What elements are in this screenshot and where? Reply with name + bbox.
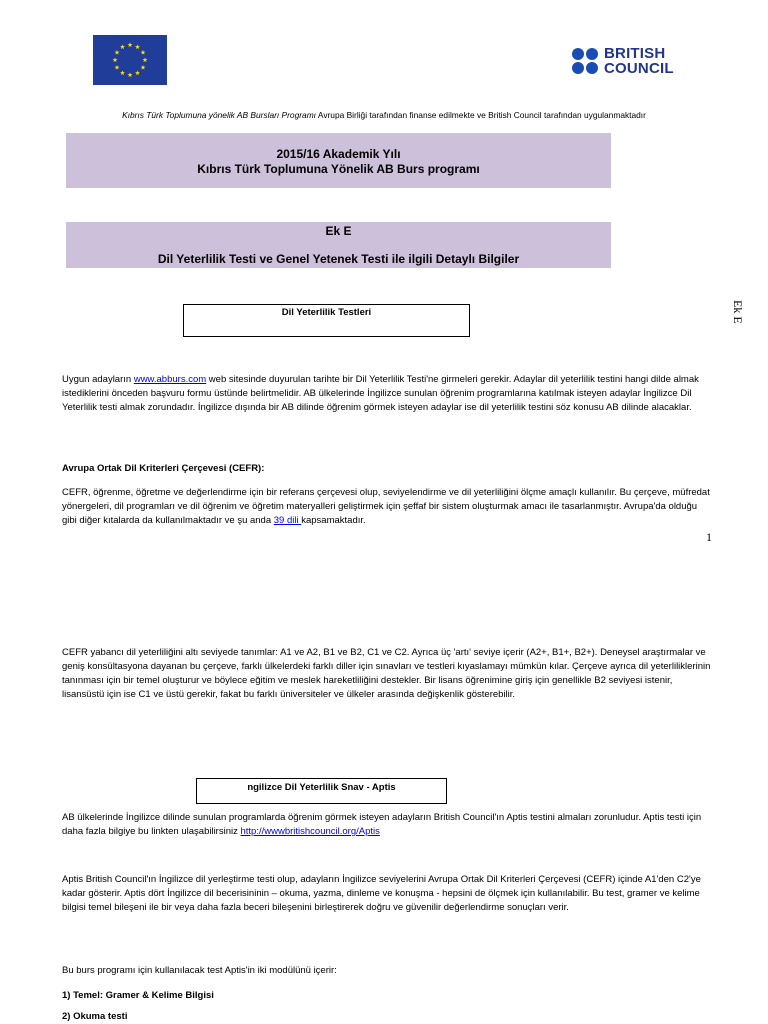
eu-flag-logo xyxy=(93,35,167,85)
eu-flag-icon xyxy=(93,35,167,85)
annex-title: Dil Yeterlilik Testi ve Genel Yetenek Testi ile ilgili Detaylı Bilgiler xyxy=(157,252,520,266)
annex-label: Ek E xyxy=(325,224,352,238)
academic-year-title: 2015/16 Akademik Yılı xyxy=(276,147,401,161)
cefr-paragraph xyxy=(62,486,712,528)
aptis-description-paragraph: Aptis British Council'ın İngilizce dil yerleştirme testi olup, adayların İngilizce seviyelerini Avrupa Ortak Dil Kriterleri Çerçevesi (CEFR) içinde A1'den C2'ye kadar gösterir. Aptis dört İngilizce dil becerisininin – okuma, yazma, dinleme ve konuşma - hepsini de ölçmek için kullanılabilir. Bu test, gramer ve kelime bilgisi temel bileşeni ile bir veya daha fazla beceri bileşenini birleştirerek doğru ve güvenilir değerlendirme sonuçları verir. xyxy=(62,874,701,913)
aptis-link[interactable]: http://wwwbritishcouncil.org/Aptis xyxy=(240,826,380,837)
module-2: 2) Okuma testi xyxy=(62,1011,128,1022)
side-annex-label: Ek E xyxy=(731,300,745,324)
aptis-heading: ngilizce Dil Yeterlilik Snav - Aptis xyxy=(247,782,396,793)
british-council-dots-icon xyxy=(572,48,600,76)
module-1: 1) Temel: Gramer & Kelime Bilgisi xyxy=(62,990,214,1001)
programme-title: Kıbrıs Türk Toplumuna Yönelik AB Burs programı xyxy=(197,162,480,176)
aptis-box xyxy=(196,778,447,804)
cefr-text-end: kapsamaktadır. xyxy=(301,515,366,526)
intro-text-start: Uygun adayların xyxy=(62,374,134,385)
subtitle-italic: Kıbrıs Türk Toplumuna yönelik AB Bursları Programı xyxy=(122,110,317,120)
british-council-logo xyxy=(572,46,682,80)
language-tests-heading: Dil Yeterlilik Testleri xyxy=(281,307,372,318)
cefr-levels-paragraph: CEFR yabancı dil yeterliliğini altı seviyede tanımlar: A1 ve A2, B1 ve B2, C1 ve C2. Ayrıca üç 'artı' seviye içerir (A2+, B1+, B2+). Deneysel araştırmalar ve geniş konsültasyona dayanan bu çerçeve, farklı ülkelerdeki farklı diller için sınavları ve testleri kıyaslamayı mümkün kılar. Çerçeve ayrıca dil yeterliliklerinin tanınması için bir temel oluşturur ve böylece eğitim ve meslek hareketliliğini destekler. Bir lisans öğrenimine giriş için genellikle B2 seviyesi istenir, lisansüstü için ise C1 ve üstü gerekir, fakat bu farklı üniversiteler ve ülkeler arasında değişkenlik gösterebilir. xyxy=(62,647,711,700)
subtitle-rest: Avrupa Birliği tarafından finanse edilmekte ve British Council tarafından uygulanmaktadır xyxy=(316,110,646,120)
cefr-text-start: CEFR, öğrenme, öğretme ve değerlendirme için bir referans çerçevesi olup, seviyelendirme ve dil yeterliliğini ölçme amaçlı kullanılır. Bu çerçeve, müfredat yönergeleri, dil programları ve dil öğrenim ve öğretim materyalleri geliştirmek için şeffaf bir sistem oluşturmak amacı ile tasarlanmıştır. Avrupa'da olduğu gibi diğer kıtalarda da kullanılmaktadır ve şu anda xyxy=(62,487,710,526)
programme-subtitle xyxy=(0,110,768,120)
intro-text-end: web sitesinde duyurulan tarihte bir Dil Yeterlilik Testi'ne girmeleri gerekir. Adaylar dil yeterlilik testini hangi dilde almak istediklerini önceden başvuru formu üstünde belirtmelidir. AB ülkelerinde İngilizce sunulan öğrenim programlarına katılmak isteyen adaylar İngilizce Dil Yeterlilik testi almak zorundadır. İngilizce dışında bir AB dilinde öğrenim görmek isteyen adaylar ise dil yeterlilik testini söz konusu AB dilinde alacaklar. xyxy=(62,374,699,413)
language-tests-box xyxy=(183,304,470,337)
modules-intro: Bu burs programı için kullanılacak test Aptis'in iki modülünü içerir: xyxy=(62,965,337,976)
annex-band xyxy=(66,222,611,268)
british-council-wordmark: BRITISH COUNCIL xyxy=(604,45,674,77)
page-number: 1 xyxy=(706,530,712,544)
title-band xyxy=(66,133,611,188)
abburs-link[interactable]: www.abburs.com xyxy=(133,374,207,385)
languages-link[interactable]: 39 dili xyxy=(273,515,302,526)
intro-paragraph xyxy=(62,373,712,415)
cefr-heading: Avrupa Ortak Dil Kriterleri Çerçevesi (CEFR): xyxy=(62,463,265,474)
aptis-info-text: AB ülkelerinde İngilizce dilinde sunulan programlarda öğrenim görmek isteyen adayların British Council'ın Aptis testini almaları zorunludur. Aptis testi için daha fazla bilgiye bu linkten ulaşabilirsiniz xyxy=(62,812,702,837)
aptis-info-paragraph xyxy=(62,811,712,839)
